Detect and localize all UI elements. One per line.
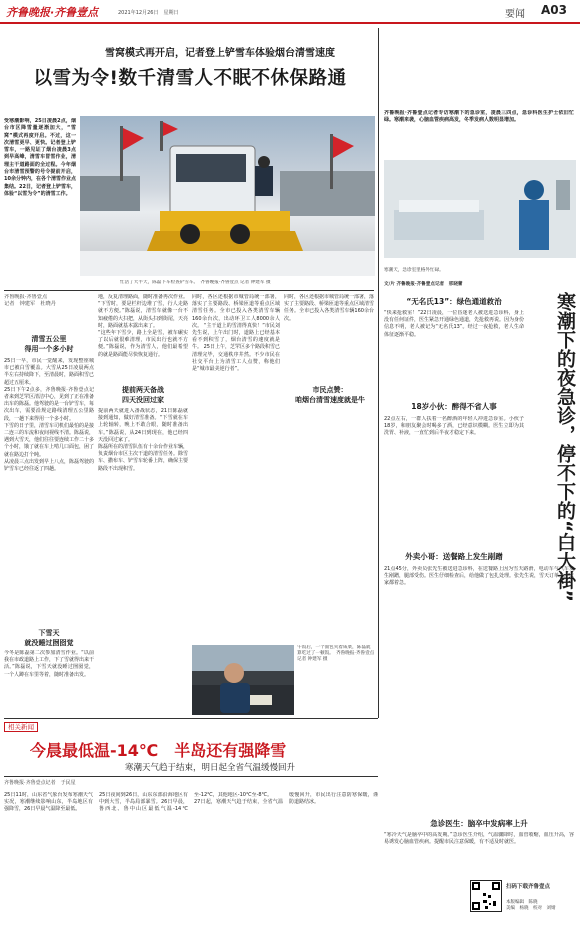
er-text4: “寒冷天气是脑卒中的高发期。”急诊医生介绍，气温骤降时，血管收缩，血压升高，容易诱发心脑血管疾病。提醒市民注意保暖，有不适及时就医。 bbox=[384, 832, 574, 846]
lead-byline: 齐鲁晚报·齐鲁壹点 记者 钟建军 杜晓丹 bbox=[4, 294, 56, 308]
driver-lunch-illustration bbox=[192, 645, 294, 715]
lead-kicker: 雪窝模式再开启，记者登上铲雪车体验烟台清雪速度 bbox=[105, 48, 335, 59]
section-label: 要闻 bbox=[505, 9, 525, 20]
column1-text: 25日一早，市民一觉醒来，发现整座城市已被白雪覆盖。大雪从25日凌晨两点半左右持续降下，至清晨时，路面积雪已超过五厘米。 25日下午2点多，齐鲁晚报·齐鲁壹点记者来到芝罘区清洁中心，见到了正在准备出车的陈磊。他驾驶的是一台铲雪车，每次出车，需要沿规定路线清理五公里路段，一趟下来得用一个多小时。 下雪的日子里，清雪车司机们最怕的是接二连三的车流和夜间视线不清。陈磊说，遇到大雪天，他们往往要连续工作二十多个小时，饿了就在车上啃几口面包，困了就在路边打个盹。 从凌晨三点出发到早上八点，陈磊驾驶的铲雪车已经往返了四趟。 bbox=[4, 358, 94, 473]
subhead-two-days: 提前两天备战 四天没回过家 bbox=[122, 386, 164, 404]
column4-text: 同时，各区还根据市城管局统一部署，落实了主要路段、桥梁匝道等重点区域清雪任务。全市已投入各类清雪车辆160余台次。 bbox=[284, 294, 374, 322]
newspaper-logo: 齐鲁晚报·齐鲁壹点 bbox=[6, 6, 99, 19]
lunch-photo bbox=[192, 645, 294, 715]
er-photo bbox=[384, 160, 576, 258]
er-vertical-headline: 寒潮下的夜急诊，停不下的“白大褂” bbox=[554, 292, 576, 602]
masthead bbox=[0, 0, 580, 22]
qr-code-icon bbox=[471, 881, 501, 911]
related-news-tag bbox=[4, 722, 38, 732]
weather-sub-rule bbox=[4, 776, 378, 777]
weather-subtitle: 寒潮天气趋于结束，明日起全省气温缓慢回升 bbox=[124, 763, 295, 773]
subhead-praise: 市民点赞： 咱烟台清雪速度就是牛 bbox=[295, 386, 365, 404]
column1-text2: 今冬是陈磊第二次参加清雪作业。“以前我在市政道路上工作，下了雪就得出来干活。”陈磊说，下雪天就没睡过囫囵觉，一个人蹲在车里等着，随时准备出发。 bbox=[4, 650, 94, 678]
lead-intro: 受寒潮影响，25日凌晨2点，烟台市区降雪量逐渐加大，“雪窝”模式再度开启。不过，这一次清雪更早、更快。记者登上铲雪车，一路见证了烟台凌晨3点到早高峰，清雪车冒雪作业，清理主干道路面的全过程。今年烟台市清雪预警的号令提前开启，10余分钟内，在各个清雪作业点集结。22日，记者登上铲雪车，体验“以雪为令”的清雪工作。 bbox=[4, 118, 76, 197]
er-intro: 齐鲁晚报·齐鲁壹点记者专访寒潮下的急诊室，凌晨三四点，急诊科医生护士依旧忙碌。寒潮来袭，心脑血管疾病高发，冬季发病人数明显增加。 bbox=[384, 110, 574, 124]
lead-headline: 以雪为令!数千清雪人不眠不休保路通 bbox=[33, 68, 347, 89]
column3-text-top bbox=[192, 294, 280, 384]
er-byline: 文/片 齐鲁晚报·齐鲁壹点记者 邢晓蕾 bbox=[384, 282, 463, 287]
column-divider bbox=[378, 28, 379, 718]
qr-label: 扫码下载齐鲁壹点 bbox=[506, 884, 551, 890]
snowplow-photo bbox=[80, 116, 375, 276]
weather-headline: 今晨最低温-14℃ 半岛还有强降雪 bbox=[30, 741, 287, 760]
lunch-photo-caption: 午饭后，一个面包夹着咸菜，陈磊就算吃过了一顿饭。 齐鲁晚报·齐鲁壹点 记者 钟建军 摄 bbox=[297, 645, 375, 662]
er-sub4: 急诊医生：脑卒中发病率上升 bbox=[430, 819, 528, 828]
er-text3: 21点45分，外卖员张先生被送进急诊科，在送餐路上因为雪天路滑，电动车与汽车发生剐蹭，腿部受伤。医生仔细检查后，给他做了包扎处理。张先生说，雪天订单多，大家都着急。 bbox=[384, 566, 574, 587]
subhead-no-sleep: 下雪天 就没睡过囫囵觉 bbox=[24, 629, 74, 647]
er-sub2: 18岁小伙：醉得不省人事 bbox=[411, 402, 497, 411]
er-photo-caption: 寒潮天，急诊室里格外忙碌。 bbox=[384, 268, 444, 273]
lead-divider bbox=[4, 290, 374, 291]
editor-credits: 本版编辑 陈晓 美编 杨晓 校对 刘婧 bbox=[506, 900, 556, 911]
er-text1: “快来抢救室！”22日凌晨，一位昏迷老人被送进急诊科，身上没有任何证件，医生紧急开通绿色通道，先抢救再说。因为身份信息不明，老人被记为“无名氏13”。经过一夜抢救，老人生命体征逐渐平稳。 bbox=[384, 310, 524, 338]
weather-top-rule bbox=[4, 718, 378, 719]
er-illustration bbox=[384, 160, 576, 258]
column2-text: 地，反复清理路面，随时准备再次作业。 “下雪时，要是栏杆边堆了雪，行人走路就不方便。”陈磊说，清雪车就像一台不知疲倦的大扫把，从街头扫到街尾，天亮时，路面就基本露出来了。 “这些年下雪少，路上全是雪，被车碾实了以后就很难清理，市民出行也就不方便。”陈磊说，作为清雪人，他们最希望的就是路面能尽快恢复通行。 bbox=[98, 294, 188, 358]
er-text2: 22点左右，一群人扶着一名醉酒的年轻人冲进急诊室。小伙子18岁，和朋友聚会时喝多了酒，已经意识模糊。医生立即为其洗胃、补液，一直忙到后半夜才稳定下来。 bbox=[384, 416, 524, 437]
er-sub3: 外卖小哥：送餐路上发生剐蹭 bbox=[405, 552, 503, 561]
weather-text: 25日11时，山东省气象台发布寒潮天气实况，寒潮继续影响山东，半岛地区有强降雪，26日早晨气温降至最低。 25日夜间到26日，山东东部沿海地区有中到大雪，半岛局部暴雪。26日早晨，鲁西北、鲁中山区最低气温-14℃至-12℃，其他地区-10℃至-8℃。 27日起，寒潮天气趋于结束，全省气温缓慢回升，市民出行注意防寒保暖，谨防道路结冰。 bbox=[4, 792, 378, 813]
column2-text2: 提前两天就进入备战状态，21日陈磊就接到通知，做好清雪准备。“下雪就在车上轮轴转，晚上不敢合眼，随时准备出车。”陈磊说，从24日到现在，他已经四天没回过家了。 陈磊所在的清雪队伍有十余台作业车辆，负责烟台市区主次干道的清雪任务。除雪车、撒布车、铲雪车轮番上阵，确保主要路段不出现积雪。 bbox=[98, 408, 188, 472]
qr-code[interactable] bbox=[470, 880, 502, 912]
lead-photo-caption: 忙活了大半天，陈磊下车检查铲雪车。 齐鲁晚报·齐鲁壹点 记者 钟建军 摄 bbox=[120, 280, 271, 285]
column3-text: 同时，各区还根据市城管局统一部署，落实了主要路段、桥梁匝道等重点区域清雪任务。全市已投入各类清雪车辆160余台次，出动环卫工人8000余人次。 “主干道上的雪清得真快！”市民刘先生说，上午出门时，道路上已经基本看不到积雪了，烟台清雪的速度就是牛。 25日上午，芝罘区多个路段积雪已清理完毕，交通秩序井然。不少市民在社交平台上为清雪工人点赞，称他们是“城市最美逆行者”。 bbox=[192, 294, 280, 373]
date-line: 2021年12月26日 星期日 bbox=[118, 10, 179, 16]
masthead-rule bbox=[0, 22, 580, 24]
er-sub1: “无名氏13”：绿色通道救治 bbox=[406, 297, 502, 306]
weather-byline: 齐鲁晚报·齐鲁壹点记者 于民星 bbox=[4, 780, 76, 786]
subhead-five-km: 清雪五公里 得用一个多小时 bbox=[24, 335, 74, 353]
page-number: A03 bbox=[541, 3, 567, 17]
snowplow-illustration bbox=[80, 116, 375, 276]
related-news-label: 相关新闻 bbox=[8, 723, 34, 731]
